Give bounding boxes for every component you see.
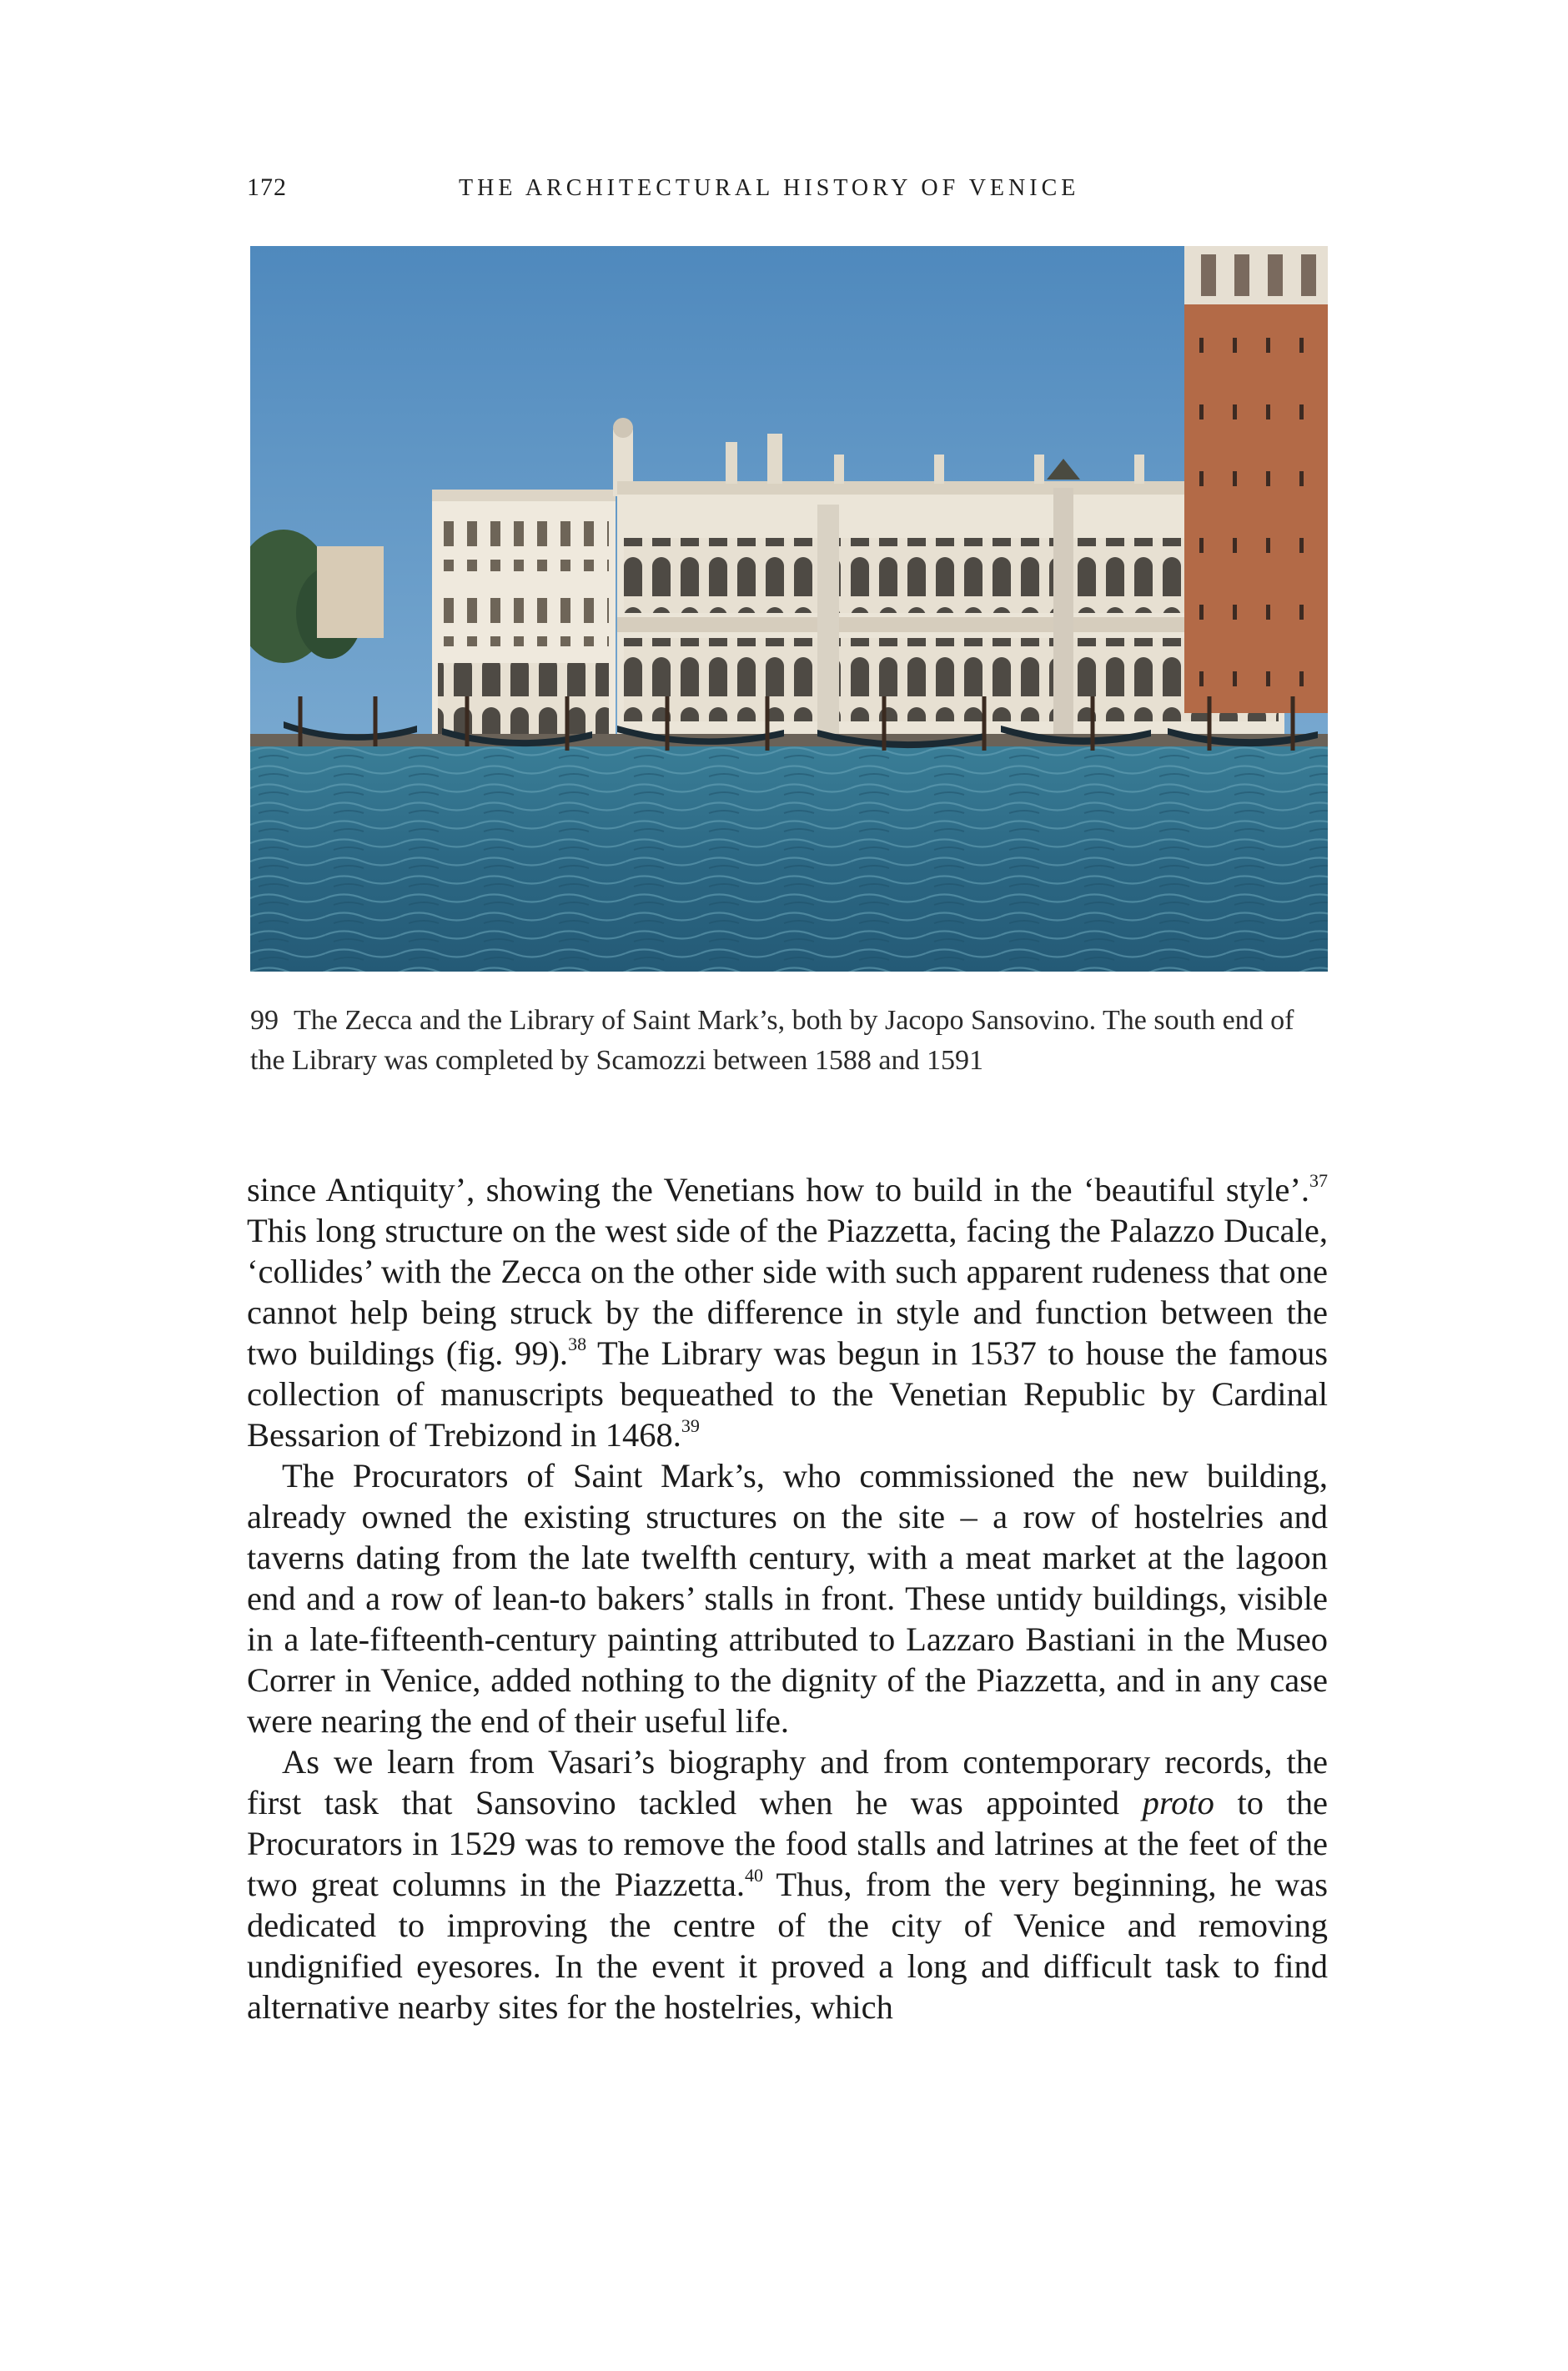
venice-waterfront-photo (250, 246, 1328, 972)
footnote-ref-37: 37 (1309, 1170, 1328, 1191)
p3-text-1: As we learn from Vasari’s biography and from contemporary records, the first task that Sansovino tackled when he was appointed (247, 1743, 1328, 1821)
p1-text-2: This long structure on the west side of the Piazzetta, facing the Palazzo Ducale, ‘collides’ with the Zecca on the other side with such apparent rudeness that one cannot help being struck by the difference in style and function between the two buildings (fig. 99). (247, 1212, 1328, 1372)
p3-text-2: to the Procurators in 1529 was to remove the food stalls and latrines at the feet of the two great columns in the Piazzetta. (247, 1784, 1328, 1903)
figure-number: 99 (250, 1005, 279, 1036)
figure-caption (250, 1001, 1334, 1081)
caption-text: The Zecca and the Library of Saint Mark’s, both by Jacopo Sansovino. The south end of the Library was completed by Scamozzi between 1588 and 1591 (250, 1005, 1294, 1076)
body-text (247, 1169, 1328, 2027)
footnote-ref-39: 39 (681, 1415, 700, 1436)
paragraph-2: The Procurators of Saint Mark’s, who commissioned the new building, already owned the existing structures on the site – a row of hostelries and taverns dating from the late twelfth century, with a meat market at the lagoon end and a row of lean-to bakers’ stalls in front. These untidy buildings, visible in a late-fifteenth-century painting attributed to Lazzaro Bastiani in the Museo Correr in Venice, added nothing to the dignity of the Piazzetta, and in any case were nearing the end of their useful life. (247, 1457, 1328, 1740)
p3-text-3: Thus, from the very beginning, he was dedicated to improving the centre of the city of Venice and removing undignified eyesores. In the event it proved a long and difficult task to find alternative nearby sites for the hostelries, which (247, 1866, 1328, 2026)
paragraph-3 (247, 1741, 1328, 2027)
running-title: THE ARCHITECTURAL HISTORY OF VENICE (459, 175, 1080, 201)
page-number: 172 (247, 173, 287, 201)
p3-emphasis-proto: proto (1142, 1784, 1214, 1821)
figure-photograph (250, 246, 1328, 972)
footnote-ref-38: 38 (568, 1334, 587, 1354)
p1-text-1: since Antiquity’, showing the Venetians how to build in the ‘beautiful style’. (247, 1171, 1309, 1208)
paragraph-1 (247, 1169, 1328, 1455)
running-head (247, 173, 1331, 207)
footnote-ref-40: 40 (745, 1865, 763, 1886)
p1-text-3: The Library was begun in 1537 to house the famous collection of manuscripts bequeathed to the Venetian Republic by Cardinal Bessarion of Trebizond in 1468. (247, 1334, 1328, 1454)
